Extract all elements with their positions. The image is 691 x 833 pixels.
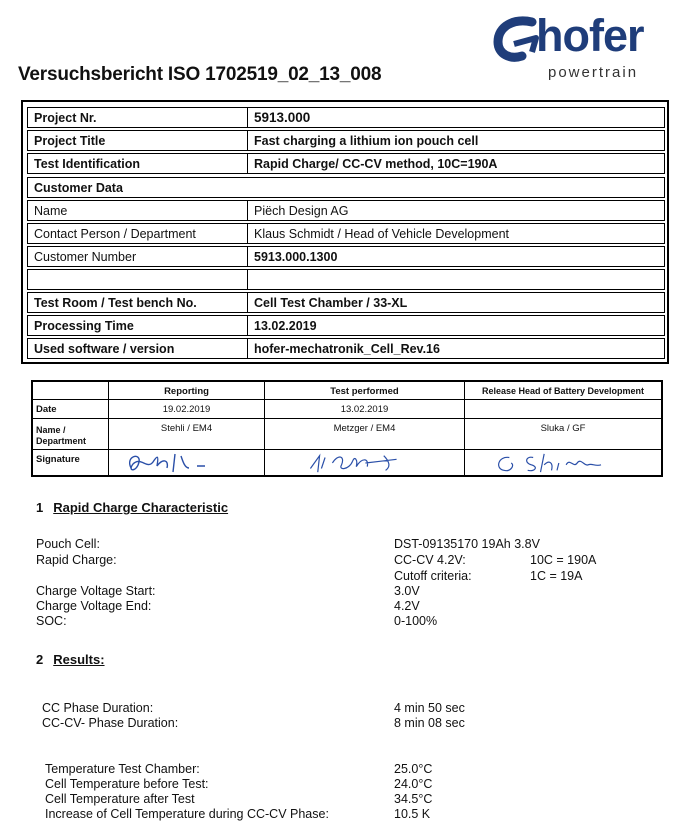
row-label: Project Title [27,130,248,151]
row-label: Test Room / Test bench No. [27,292,248,313]
row-label: Used software / version [27,338,248,359]
name-label-line2: Department [36,436,87,446]
name-test-performed: Metzger / EM4 [264,418,465,450]
row-label: Name [27,200,248,221]
customer-data-heading: Customer Data [27,177,665,198]
signature-reporting-image [123,452,233,474]
charge-voltage-end-value: 4.2V [394,599,420,613]
table-row [27,223,665,244]
charge-voltage-start-value: 3.0V [394,584,420,598]
table-row [27,246,665,267]
row-label: Contact Person / Department [27,223,248,244]
test-room: Cell Test Chamber / 33-XL [247,292,665,313]
header-blank-cell [32,381,109,400]
charge-voltage-start-label: Charge Voltage Start: [36,584,156,598]
signature-release-image [487,452,627,474]
section-number: 1 [36,500,44,515]
name-label [32,418,109,450]
row-label: Processing Time [27,315,248,336]
row-value [247,269,665,290]
table-row [27,107,665,128]
project-info-table [21,100,669,364]
row-label [27,269,248,290]
contact-person: Klaus Schmidt / Head of Vehicle Development [247,223,665,244]
cc-phase-label: CC Phase Duration: [42,701,154,715]
temp-chamber-label: Temperature Test Chamber: [45,762,200,776]
section-title: Results: [53,652,105,667]
cc-phase-value: 4 min 50 sec [394,701,465,715]
cutoff-criteria-value: 1C = 19A [530,569,583,583]
signature-cell-reporting [108,449,265,476]
hofer-logo [492,12,677,90]
section-1-heading [36,500,228,515]
cccv-phase-label: CC-CV- Phase Duration: [42,716,179,730]
date-release [464,399,662,419]
temp-before-label: Cell Temperature before Test: [45,777,209,791]
temp-increase-value: 10.5 K [394,807,431,821]
signature-test-performed-image [295,452,445,474]
cccv-phase-value: 8 min 08 sec [394,716,465,730]
name-release: Sluka / GF [464,418,662,450]
approval-table [31,380,663,477]
temp-increase-label: Increase of Cell Temperature during CC-CV Phase: [45,807,329,821]
row-label: Customer Number [27,246,248,267]
table-row [27,315,665,336]
customer-name: Piëch Design AG [247,200,665,221]
temp-chamber-value: 25.0°C [394,762,433,776]
rapid-charge-method: CC-CV 4.2V: [394,553,466,567]
section-title: Rapid Charge Characteristic [53,500,229,515]
name-reporting: Stehli / EM4 [108,418,265,450]
table-row [27,269,665,290]
date-reporting: 19.02.2019 [108,399,265,419]
charge-voltage-end-label: Charge Voltage End: [36,599,152,613]
signature-cell-test-performed [264,449,465,476]
cutoff-criteria-label: Cutoff criteria: [394,569,472,583]
header-test-performed: Test performed [264,381,465,400]
software-version: hofer-mechatronik_Cell_Rev.16 [247,338,665,359]
rapid-charge-method-value: 10C = 190A [530,553,597,567]
soc-value: 0-100% [394,614,438,628]
table-row [27,292,665,313]
date-test-performed: 13.02.2019 [264,399,465,419]
project-title: Fast charging a lithium ion pouch cell [247,130,665,151]
logo-wordmark: hofer [536,10,644,61]
project-number: 5913.000 [247,107,665,128]
rapid-charge-label: Rapid Charge: [36,553,117,567]
header-reporting: Reporting [108,381,265,400]
logo-subtitle: powertrain [548,64,639,81]
test-identification: Rapid Charge/ CC-CV method, 10C=190A [247,153,665,174]
row-label: Project Nr. [27,107,248,128]
pouch-cell-value: DST-09135170 19Ah 3.8V [394,537,540,551]
table-row [27,153,665,174]
table-row [27,177,665,198]
table-row [27,200,665,221]
table-row [27,130,665,151]
soc-label: SOC: [36,614,67,628]
row-label: Test Identification [27,153,248,174]
processing-time: 13.02.2019 [247,315,665,336]
temp-before-value: 24.0°C [394,777,433,791]
document-title: Versuchsbericht ISO 1702519_02_13_008 [18,64,382,85]
section-2-heading [36,652,105,667]
signature-label: Signature [32,449,109,476]
customer-number: 5913.000.1300 [247,246,665,267]
signature-cell-release [464,449,662,476]
header-release: Release Head of Battery Development [464,381,662,400]
name-label-line1: Name / [36,425,66,435]
temp-after-label: Cell Temperature after Test [45,792,195,806]
section-number: 2 [36,652,44,667]
temp-after-value: 34.5°C [394,792,433,806]
pouch-cell-label: Pouch Cell: [36,537,100,551]
date-label: Date [32,399,109,419]
table-row [27,338,665,359]
